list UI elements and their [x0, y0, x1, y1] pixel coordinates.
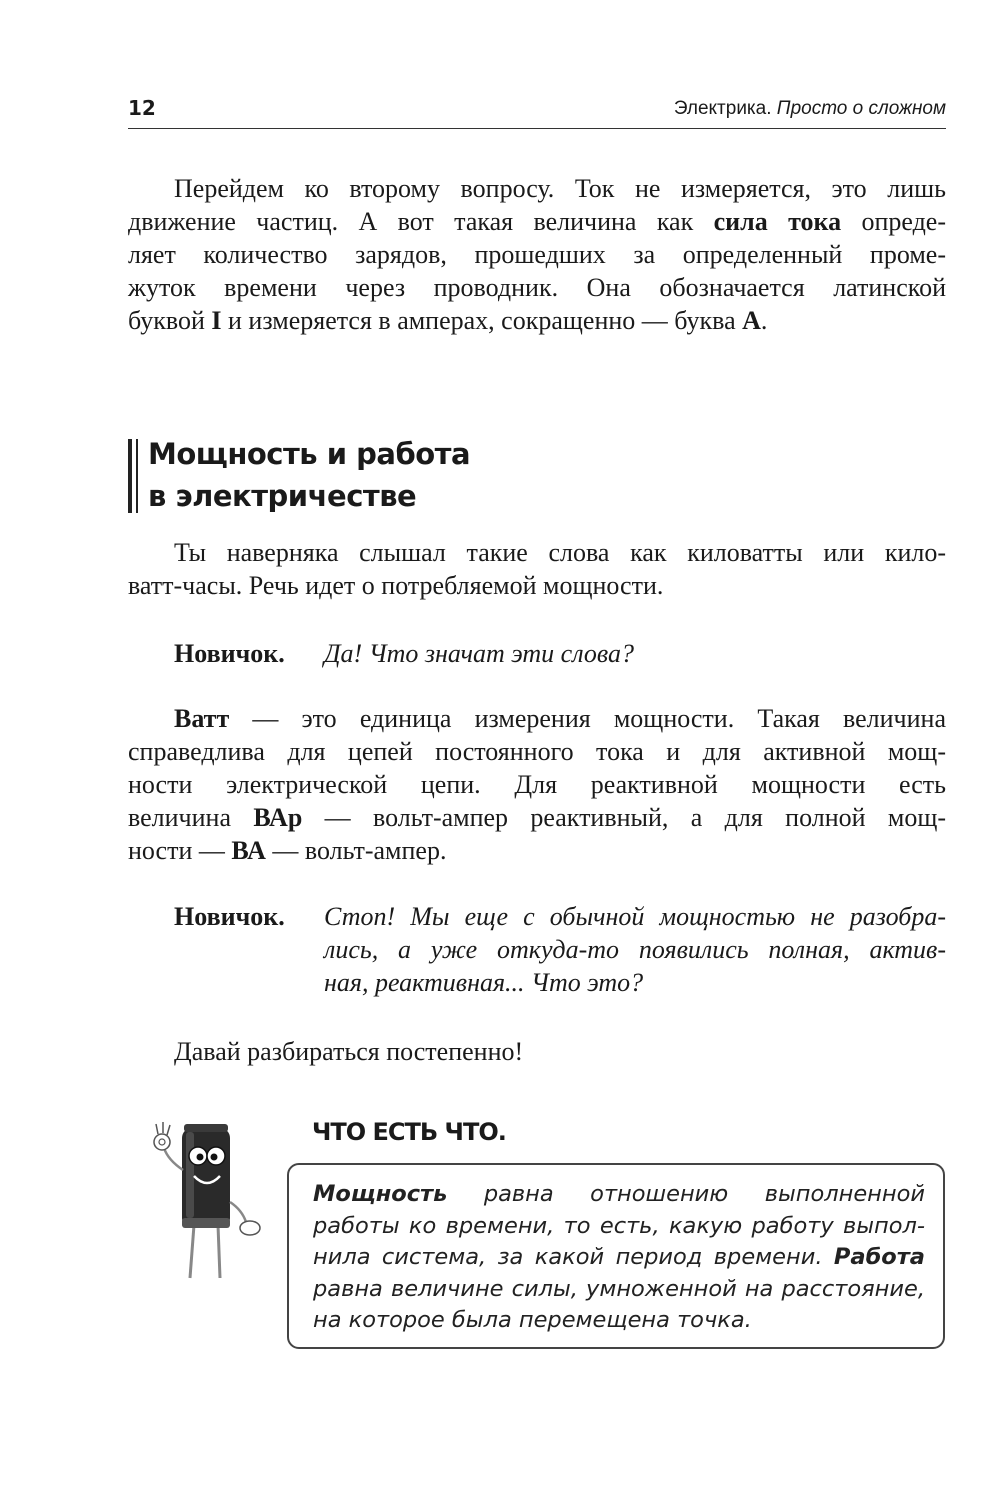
text-line: Перейдем ко второму вопросу. Ток не измеряется, это лишь — [174, 174, 946, 203]
capacitor-mascot-icon — [138, 1110, 268, 1280]
text-line: величина ВАр — вольт-ампер реактивный, а для полной мощ- — [128, 803, 946, 832]
term-watt: Ватт — [174, 704, 230, 733]
heading-bar-thin — [136, 439, 138, 513]
heading-bar — [128, 439, 132, 513]
text-line: жуток времени через проводник. Она обозначается латинской — [128, 273, 946, 302]
speaker-label: Новичок. — [174, 639, 285, 668]
speaker-label: Новичок. — [174, 902, 285, 931]
text-line: ватт-часы. Речь идет о потребляемой мощности. — [128, 571, 664, 600]
symbol-i: I — [211, 306, 222, 335]
dialog-novice-2 — [174, 900, 946, 1000]
speaker-text: Стоп! Мы еще с обычной мощностью не разобра- лись, а уже откуда-то появились полная, актив- ная, реактивная... Что это? — [324, 902, 946, 997]
book-title: Электрика. — [673, 98, 772, 119]
definition-text: Мощность равна отношению выполненной работы ко времени, то есть, какую работу выпол- нила система, за какой период времени. Работа равна величине силы, умноженной на расстояние, на которое была перемещена точка. — [313, 1181, 925, 1333]
text-line: движение частиц. А вот такая величина как сила тока опреде- — [128, 207, 946, 236]
running-header — [128, 92, 946, 129]
text-line: Давай разбираться постепенно! — [174, 1037, 524, 1066]
definition-box — [287, 1163, 945, 1349]
paragraph-watt — [128, 702, 946, 867]
text-line: ности — ВА — вольт-ампер. — [128, 836, 447, 865]
speaker-text: Да! Что значат эти слова? — [324, 639, 634, 668]
term-current-strength: сила тока — [713, 207, 842, 236]
term-var: ВАр — [253, 803, 303, 832]
page-number: 12 — [128, 96, 156, 120]
text-line: Ватт — это единица измерения мощности. Такая величина — [174, 704, 946, 733]
dialog-novice-1 — [174, 637, 946, 671]
paragraph-kilowatts — [128, 536, 946, 602]
book-subtitle: Просто о сложном — [776, 98, 946, 119]
section-heading — [128, 433, 728, 515]
section-title: Мощность и работа в электричестве — [148, 437, 471, 513]
text-line: ности электрической цепи. Для реактивной мощности есть — [128, 770, 946, 799]
paragraph-step-by-step — [128, 1035, 946, 1068]
symbol-a: А — [742, 306, 761, 335]
box-title: ЧТО ЕСТЬ ЧТО. — [312, 1118, 506, 1146]
paragraph-current-strength — [128, 172, 946, 337]
running-title — [674, 98, 946, 120]
term-work: Работа — [833, 1244, 925, 1270]
term-power: Мощность — [313, 1181, 448, 1207]
text-line: справедлива для цепей постоянного тока и для активной мощ- — [128, 737, 946, 766]
text-line: буквой I и измеряется в амперах, сокращенно — буква А. — [128, 306, 768, 335]
term-va: ВА — [231, 836, 266, 865]
text-line: Ты наверняка слышал такие слова как киловатты или кило- — [174, 538, 946, 567]
text-line: ляет количество зарядов, прошедших за определенный проме- — [128, 240, 946, 269]
